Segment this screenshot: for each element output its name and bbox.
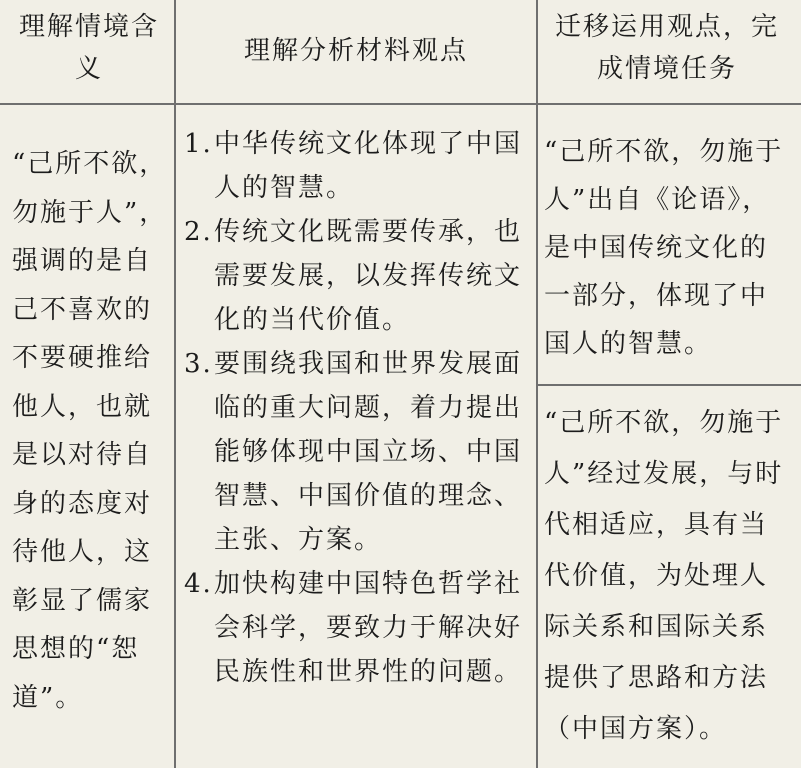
task-cell-1 <box>544 128 794 368</box>
task-1-text: “己所不欲，勿施于人”出自《论语》，是中国传统文化的一部分，体现了中国人的智慧。 <box>544 137 784 359</box>
analysis-point-1 <box>184 122 528 210</box>
header-analysis-text: 理解分析材料观点 <box>243 36 468 66</box>
analysis-point-3-number: 3. <box>184 349 213 379</box>
situation-meaning-text: “己所不欲，勿施于人”，强调的是自己不喜欢的不要硬推给他人，也就是以对待自身的态度对待他人，这彰显了儒家思想的“恕道”。 <box>12 149 168 713</box>
header-situation <box>8 6 170 90</box>
task-2-text: “己所不欲，勿施于人”经过发展，与时代相适应，具有当代价值，为处理人际关系和国际关系提供了思路和方法（中国方案）。 <box>544 408 784 744</box>
analysis-point-4-text: 加快构建中国特色哲学社会科学，要致力于解决好民族性和世界性的问题。 <box>214 569 523 687</box>
task-cell-2 <box>544 398 794 755</box>
column-divider-1 <box>174 0 176 768</box>
header-situation-text: 理解情境含义 <box>18 12 159 84</box>
header-analysis <box>180 30 532 72</box>
header-divider <box>0 103 801 105</box>
analysis-point-2-text: 传统文化既需要传承，也需要发展，以发挥传统文化的当代价值。 <box>214 217 523 335</box>
situation-meaning-cell <box>12 140 170 722</box>
analysis-point-4 <box>184 562 528 694</box>
task-divider <box>536 384 801 386</box>
analysis-point-4-number: 4. <box>184 569 213 599</box>
header-application <box>542 6 792 90</box>
analysis-point-3-text: 要围绕我国和世界发展面临的重大问题，着力提出能够体现中国立场、中国智慧、中国价值的理念、主张、方案。 <box>214 349 523 555</box>
analysis-point-1-text: 中华传统文化体现了中国人的智慧。 <box>214 129 523 203</box>
analysis-point-1-number: 1. <box>184 129 213 159</box>
analysis-point-3 <box>184 342 528 562</box>
analysis-point-2-number: 2. <box>184 217 213 247</box>
analysis-points-cell <box>184 122 528 694</box>
header-application-text: 迁移运用观点，完成情境任务 <box>554 12 779 84</box>
analysis-point-2 <box>184 210 528 342</box>
